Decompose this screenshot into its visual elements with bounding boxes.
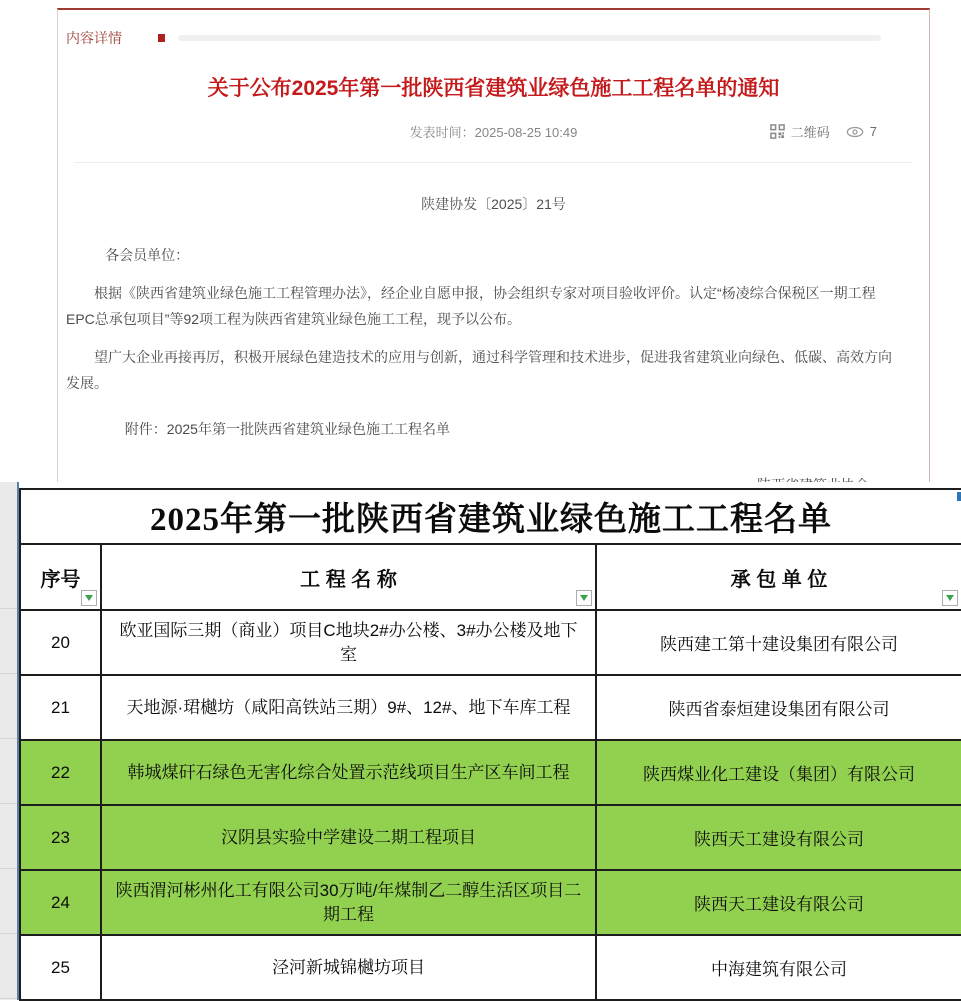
cell-no: 20 <box>20 610 101 675</box>
qrcode-icon[interactable] <box>770 124 785 139</box>
table-header-row <box>20 544 961 610</box>
table-row <box>20 805 961 870</box>
col-header-label: 序号 <box>40 568 81 591</box>
table-row <box>20 740 961 805</box>
notice-paragraph: 根据《陕西省建筑业绿色施工工程管理办法》，经企业自愿申报，协会组织专家对项目验收评价。认定“杨凌综合保税区一期工程EPC总承包项目”等92项工程为陕西省建筑业绿色施工工程，现予以公布。 <box>66 285 876 327</box>
project-table <box>19 488 961 1001</box>
cell-project: 天地源·珺樾坊（咸阳高铁站三期）9#、12#、地下车库工程 <box>101 675 596 740</box>
table-row <box>20 610 961 675</box>
col-header-label: 承 包 单 位 <box>730 568 828 591</box>
section-title: 内容详情 <box>66 30 122 46</box>
cell-project: 欧亚国际三期（商业）项目C地块2#办公楼、3#办公楼及地下室 <box>101 610 596 675</box>
cell-project: 汉阴县实验中学建设二期工程项目 <box>101 805 596 870</box>
section-divider <box>178 35 881 41</box>
publish-time: 发表时间：2025-08-25 10:49 <box>409 125 578 140</box>
cell-contractor: 陕西省泰烜建设集团有限公司 <box>596 675 961 740</box>
cell-no: 23 <box>20 805 101 870</box>
table-title: 2025年第一批陕西省建筑业绿色施工工程名单 <box>20 489 961 544</box>
col-header-no <box>20 544 101 610</box>
table-title-row <box>20 489 961 544</box>
cell-no: 21 <box>20 675 101 740</box>
content-panel <box>57 8 930 488</box>
filter-button-no[interactable] <box>81 590 97 606</box>
section-header <box>66 28 881 48</box>
table-row <box>20 935 961 1000</box>
cell-no: 22 <box>20 740 101 805</box>
meta-divider <box>74 162 913 163</box>
red-square-bullet <box>158 34 165 42</box>
cell-project: 韩城煤矸石绿色无害化综合处置示范线项目生产区车间工程 <box>101 740 596 805</box>
page-title: 关于公布2025年第一批陕西省建筑业绿色施工工程名单的通知 <box>207 77 780 100</box>
filter-button-project[interactable] <box>576 590 592 606</box>
qrcode-label[interactable]: 二维码 <box>790 125 830 140</box>
eye-icon <box>846 126 864 138</box>
table-row <box>20 675 961 740</box>
cell-no: 25 <box>20 935 101 1000</box>
filter-arrow-icon <box>580 595 588 601</box>
attachment-table-image <box>0 482 961 1000</box>
filter-arrow-icon <box>85 595 93 601</box>
cell-project: 陕西渭河彬州化工有限公司30万吨/年煤制乙二醇生活区项目二期工程 <box>101 870 596 935</box>
cell-contractor: 陕西天工建设有限公司 <box>596 870 961 935</box>
spreadsheet-gutter <box>0 482 17 1000</box>
col-header-label: 工 程 名 称 <box>300 568 397 591</box>
view-count: 7 <box>869 124 877 139</box>
salutation: 各会员单位： <box>105 247 190 263</box>
meta-row <box>58 122 929 142</box>
attachment-line: 附件：2025年第一批陕西省建筑业绿色施工工程名单 <box>124 421 450 437</box>
cell-no: 24 <box>20 870 101 935</box>
cell-contractor: 中海建筑有限公司 <box>596 935 961 1000</box>
cell-contractor: 陕西煤业化工建设（集团）有限公司 <box>596 740 961 805</box>
cell-project: 泾河新城锦樾坊项目 <box>101 935 596 1000</box>
col-header-project <box>101 544 596 610</box>
col-header-contractor <box>596 544 961 610</box>
filter-button-contractor[interactable] <box>942 590 958 606</box>
table-row <box>20 870 961 935</box>
cell-contractor: 陕西建工第十建设集团有限公司 <box>596 610 961 675</box>
filter-arrow-icon <box>946 595 954 601</box>
notice-paragraph: 望广大企业再接再厉，积极开展绿色建造技术的应用与创新，通过科学管理和技术进步，促进我省建筑业向绿色、低碳、高效方向发展。 <box>66 349 892 391</box>
cell-contractor: 陕西天工建设有限公司 <box>596 805 961 870</box>
doc-body <box>66 242 903 498</box>
doc-number: 陕建协发〔2025〕21号 <box>421 196 566 212</box>
